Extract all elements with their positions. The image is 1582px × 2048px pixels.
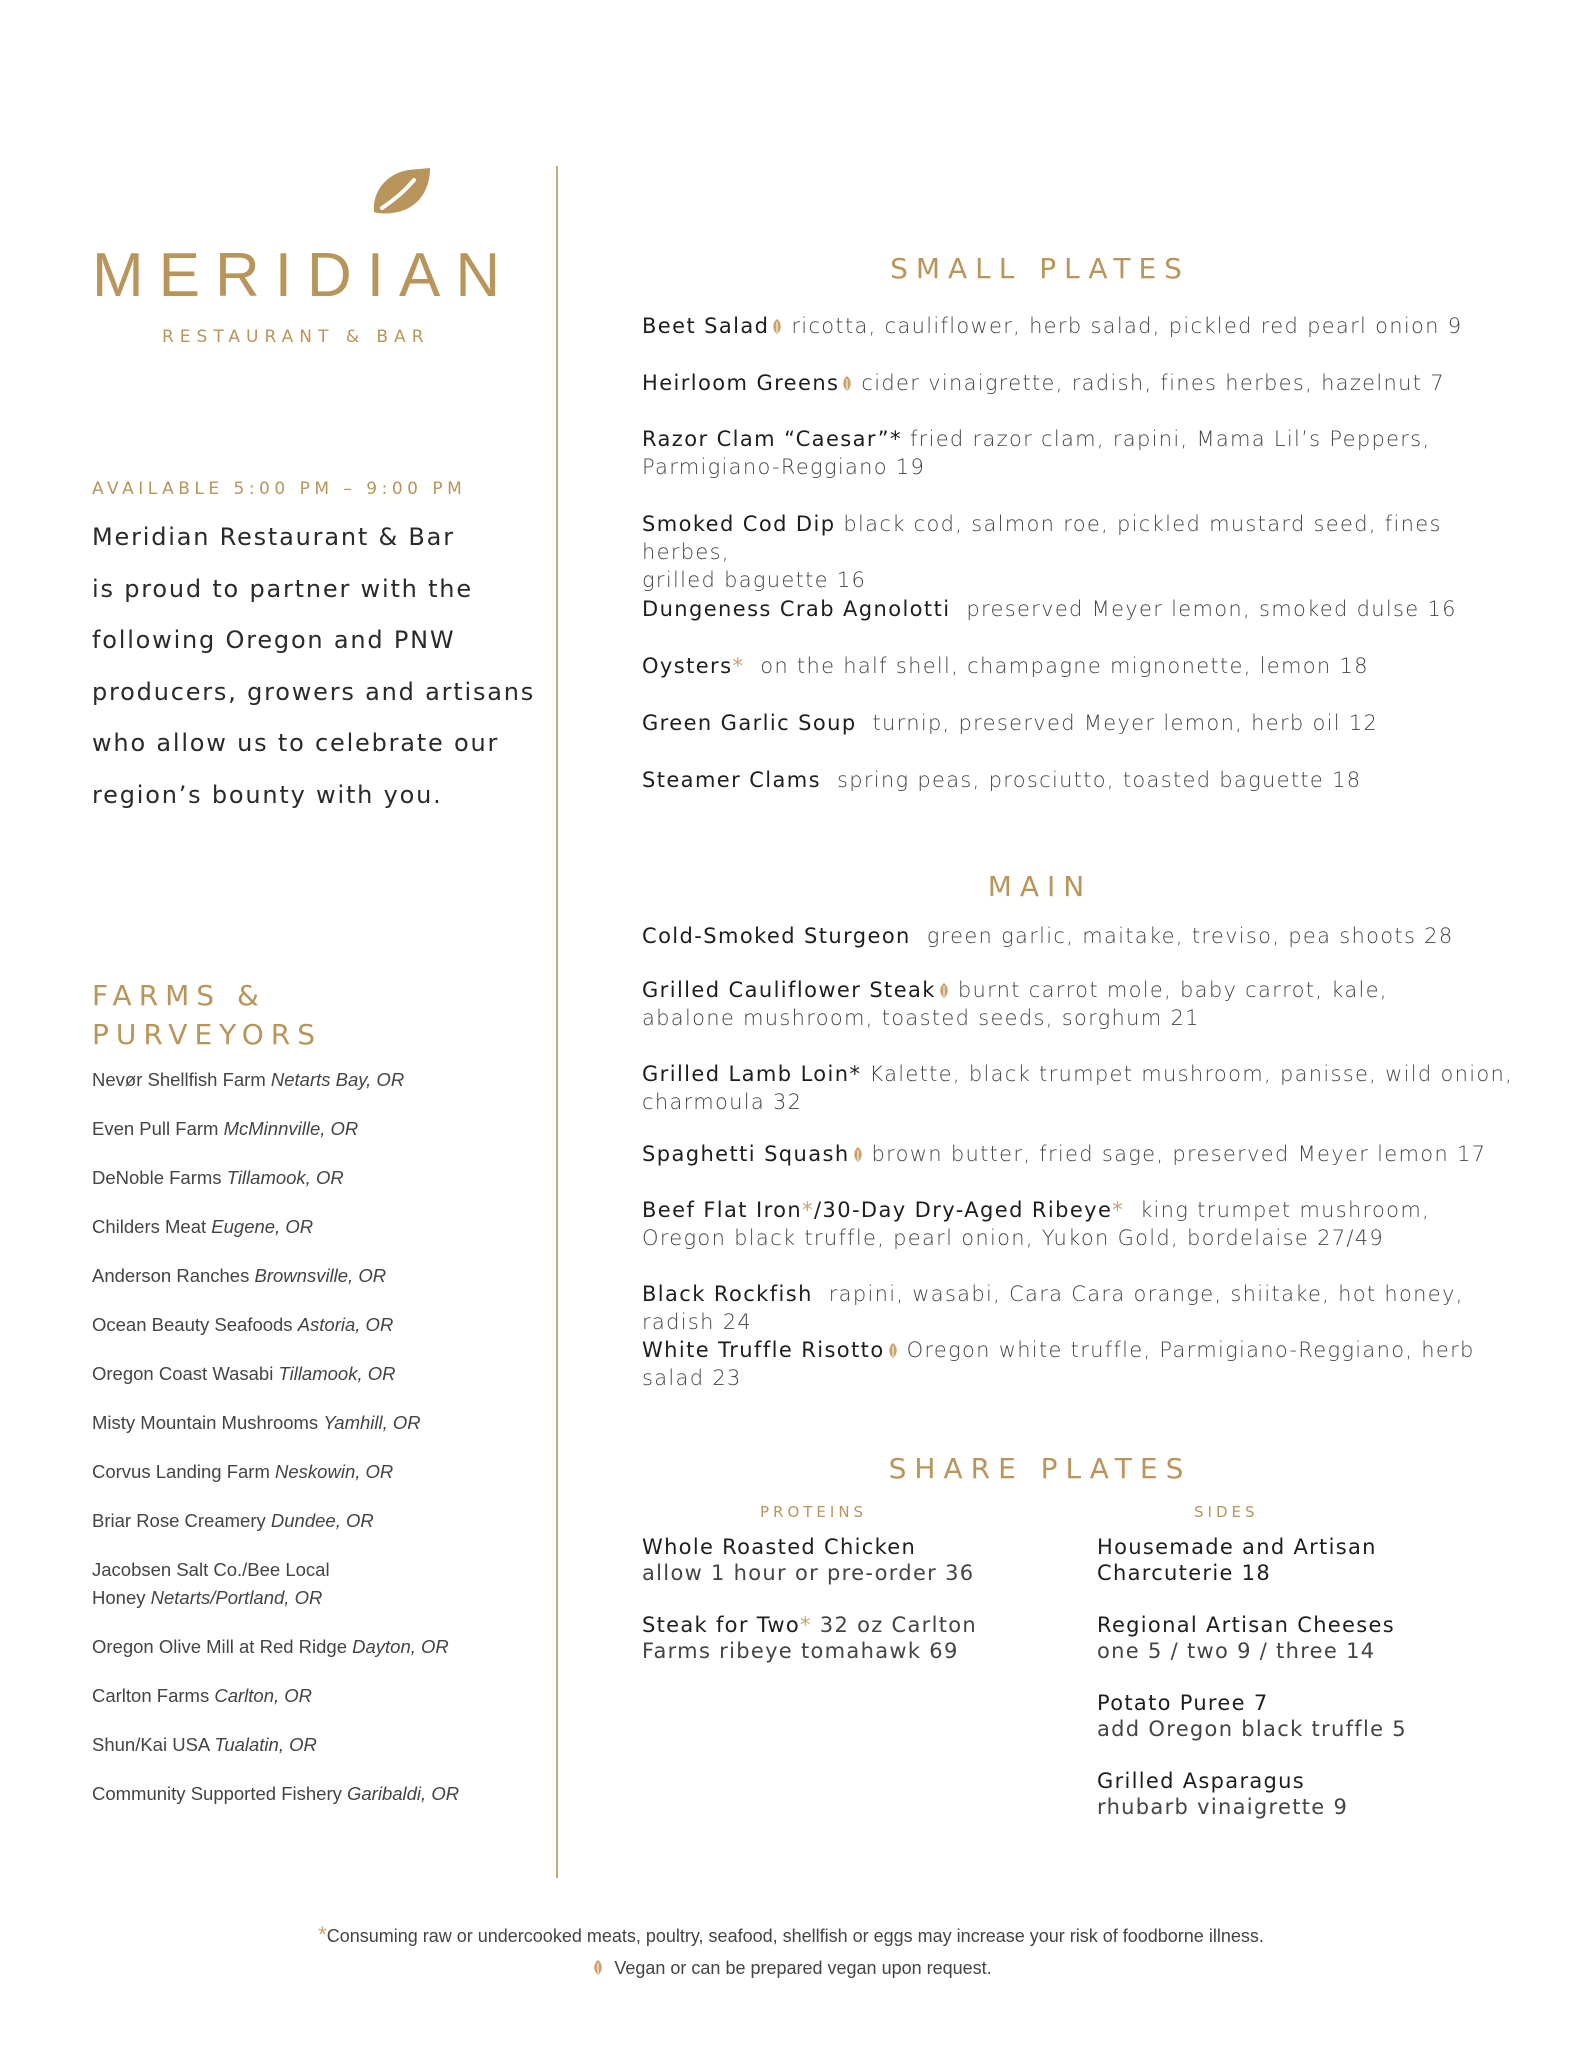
vegan-leaf-icon [852,1146,864,1163]
share-item: Whole Roasted Chicken allow 1 hour or pre-order 36 [642,1535,975,1585]
menu-item: Heirloom Greens cider vinaigrette, radish, fines herbes, hazelnut 7 [642,371,1445,395]
farm-item: Misty Mountain Mushrooms Yamhill, OR [92,1412,421,1433]
vegan-leaf-icon [592,1959,604,1976]
hours-label: AVAILABLE 5:00 PM – 9:00 PM [92,479,467,499]
menu-item: White Truffle Risotto Oregon white truffle, Parmigiano-Reggiano, herb salad 23 [642,1338,1475,1390]
share-item: Potato Puree 7 add Oregon black truffle 5 [1097,1691,1407,1741]
raw-warning-star: * [1112,1198,1125,1222]
vegan-note: Vegan or can be prepared vegan upon request. [0,1958,1582,1979]
farm-item: Corvus Landing Farm Neskowin, OR [92,1461,394,1482]
farms-title [92,976,322,1054]
farms-title-line: PURVEYORS [92,1018,322,1051]
menu-item: Beef Flat Iron*/30-Day Dry-Aged Ribeye* king trumpet mushroom, Oregon black truffle, pearl onion, Yukon Gold, bordelaise 27/49 [642,1198,1431,1250]
farm-item: Carlton Farms Carlton, OR [92,1685,313,1706]
vegan-leaf-icon [841,375,853,392]
raw-warning-star: * [318,1922,327,1947]
intro-line: who allow us to celebrate our [92,729,500,757]
farm-item: Briar Rose Creamery Dundee, OR [92,1510,374,1531]
vegan-leaf-icon [887,1342,899,1359]
farm-list [92,1066,492,1829]
farm-item: Childers Meat Eugene, OR [92,1216,314,1237]
raw-warning-star: * [732,654,745,678]
main-title: MAIN [987,870,1093,903]
intro-line: producers, growers and artisans [92,677,536,706]
share-item: Regional Artisan Cheeses one 5 / two 9 / three 14 [1097,1613,1395,1663]
farm-item: Oregon Olive Mill at Red Ridge Dayton, OR [92,1636,449,1657]
brand-subtitle: RESTAURANT & BAR [162,327,430,347]
raw-warning-star: * [802,1198,814,1222]
menu-item: Beet Salad ricotta, cauliflower, herb salad, pickled red pearl onion 9 [642,314,1463,338]
small-plates-title: SMALL PLATES [890,252,1190,285]
sides-heading: SIDES [1194,1503,1259,1521]
farm-item: Community Supported Fishery Garibaldi, OR [92,1783,460,1804]
proteins-heading: PROTEINS [760,1503,868,1521]
vegan-leaf-icon [938,982,950,999]
farm-item: Even Pull Farm McMinnville, OR [92,1118,359,1139]
farm-item: Nevør Shellfish Farm Netarts Bay, OR [92,1069,405,1090]
share-item: Steak for Two* 32 oz Carlton Farms ribeye tomahawk 69 [642,1613,978,1663]
menu-item: Dungeness Crab Agnolotti preserved Meyer lemon, smoked dulse 16 [642,597,1457,621]
leaf-icon [368,166,434,216]
menu-item: Cold-Smoked Sturgeon green garlic, maitake, treviso, pea shoots 28 [642,924,1454,948]
brand-name: MERIDIAN [92,241,516,310]
share-item: Grilled Asparagus rhubarb vinaigrette 9 [1097,1769,1349,1819]
farms-title-line: FARMS & [92,979,266,1012]
intro-line: is proud to partner with the [92,574,473,603]
menu-item: Smoked Cod Dip black cod, salmon roe, pickled mustard seed, fines herbes, grilled baguette 16 [642,512,1442,592]
intro-text [92,512,536,821]
intro-line: following Oregon and PNW [92,626,456,654]
raw-warning-star: * [800,1613,812,1637]
share-item: Housemade and Artisan Charcuterie 18 [1097,1535,1377,1585]
share-plates-title: SHARE PLATES [888,1452,1192,1485]
farm-item: Jacobsen Salt Co./Bee Local Honey Netarts/Portland, OR [92,1559,330,1608]
menu-item: Spaghetti Squash brown butter, fried sage, preserved Meyer lemon 17 [642,1142,1487,1166]
farm-item: DeNoble Farms Tillamook, OR [92,1167,344,1188]
menu-item: Oysters* on the half shell, champagne mignonette, lemon 18 [642,654,1369,678]
menu-item: Grilled Lamb Loin* Kalette, black trumpet mushroom, panisse, wild onion, charmoula 32 [642,1062,1514,1114]
menu-item: Grilled Cauliflower Steak burnt carrot mole, baby carrot, kale, abalone mushroom, toasted seeds, sorghum 21 [642,978,1388,1030]
farm-item: Ocean Beauty Seafoods Astoria, OR [92,1314,394,1335]
menu-item: Black Rockfish rapini, wasabi, Cara Cara orange, shiitake, hot honey, radish 24 [642,1282,1464,1334]
menu-item: Green Garlic Soup turnip, preserved Meyer lemon, herb oil 12 [642,711,1379,735]
raw-warning-note: *Consuming raw or undercooked meats, poultry, seafood, shellfish or eggs may increase your risk of foodborne illness. [318,1922,1264,1947]
intro-line: Meridian Restaurant & Bar [92,523,455,551]
menu-item: Razor Clam “Caesar”* fried razor clam, rapini, Mama Lil’s Peppers, Parmigiano-Reggiano 19 [642,427,1431,479]
intro-line: region’s bounty with you. [92,780,443,809]
column-divider [556,166,558,1878]
menu-item: Steamer Clams spring peas, prosciutto, toasted baguette 18 [642,768,1362,792]
farm-item: Anderson Ranches Brownsville, OR [92,1265,387,1286]
vegan-leaf-icon [771,318,783,335]
farm-item: Oregon Coast Wasabi Tillamook, OR [92,1363,396,1384]
farm-item: Shun/Kai USA Tualatin, OR [92,1734,317,1755]
